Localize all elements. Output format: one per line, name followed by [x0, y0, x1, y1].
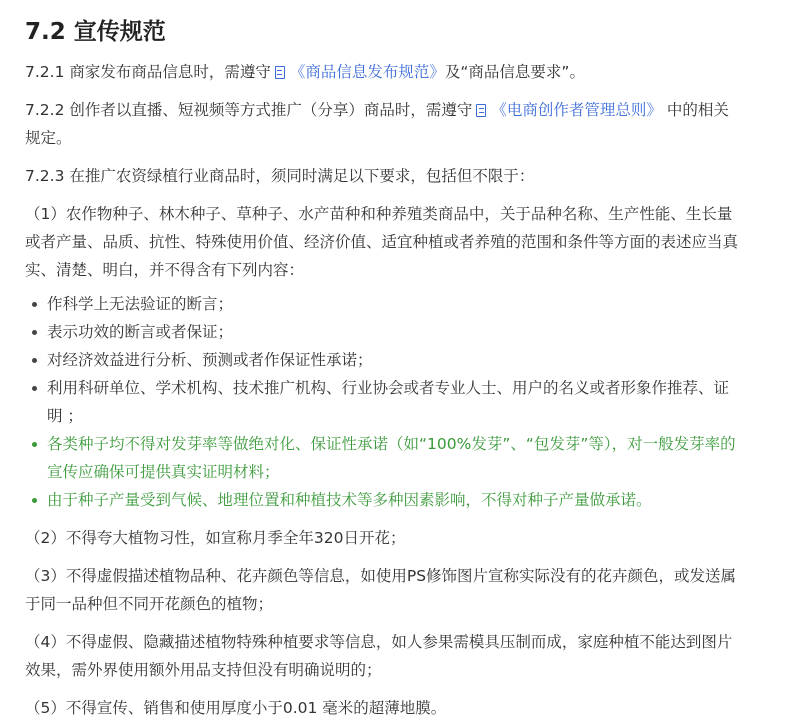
requirement-4: （4）不得虚假、隐藏描述植物特殊种植要求等信息，如人参果需模具压制而成，家庭种植不能达到图片效果，需外界使用额外用品支持但没有明确说明的； — [25, 633, 733, 679]
prohibited-content-list — [25, 290, 740, 514]
requirement-3: （3）不得虚假描述植物品种、花卉颜色等信息，如使用PS修饰图片宣称实际没有的花卉颜色，或发送属于同一品种但不同开花颜色的植物； — [25, 567, 737, 613]
paragraph-text: 中的相关规定。 — [25, 101, 729, 147]
paragraph-text: 及“商品信息要求”。 — [444, 63, 585, 81]
section-title: 7.2 宣传规范 — [25, 19, 166, 45]
requirement-5: （5）不得宣传、销售和使用厚度小于0.01 毫米的超薄地膜。 — [25, 699, 447, 717]
paragraph-text: 7.2.1 商家发布商品信息时，需遵守 — [25, 63, 271, 81]
list-item-highlighted: 各类种子均不得对发芽率等做绝对化、保证性承诺（如“100%发芽”、“包发芽”等），对一般发芽率的宣传应确保可提供真实证明材料； — [25, 430, 740, 486]
list-item: 表示功效的断言或者保证； — [25, 318, 740, 346]
document-icon — [275, 66, 285, 79]
list-item: 对经济效益进行分析、预测或者作保证性承诺； — [25, 346, 740, 374]
list-item: 利用科研单位、学术机构、技术推广机构、行业协会或者专业人士、用户的名义或者形象作推荐、证明 ； — [25, 374, 740, 430]
document-icon — [476, 104, 486, 117]
paragraph-7-2-1 — [25, 58, 740, 86]
link-product-info-rules[interactable] — [271, 63, 445, 81]
requirement-2: （2）不得夸大植物习性，如宣称月季全年320日开花； — [25, 529, 406, 547]
list-item: 作科学上无法验证的断言； — [25, 290, 740, 318]
link-text: 《电商创作者管理总则》 — [491, 101, 662, 119]
link-text: 《商品信息发布规范》 — [289, 63, 445, 81]
paragraph-7-2-2 — [25, 96, 740, 152]
paragraph-7-2-3: 7.2.3 在推广农资绿植行业商品时，须同时满足以下要求，包括但不限于： — [25, 167, 535, 185]
list-item-highlighted: 由于种子产量受到气候、地理位置和种植技术等多种因素影响，不得对种子产量做承诺。 — [25, 486, 740, 514]
requirement-1: （1）农作物种子、林木种子、草种子、水产苗种和种养殖类商品中，关于品种名称、生产性能、生长量或者产量、品质、抗性、特殊使用价值、经济价值、适宜种植或者养殖的范围和条件等方面的表述应当真实、清楚、明白，并不得含有下列内容： — [25, 205, 739, 279]
link-creator-management-rules[interactable] — [472, 101, 662, 119]
paragraph-text: 7.2.2 创作者以直播、短视频等方式推广（分享）商品时，需遵守 — [25, 101, 473, 119]
